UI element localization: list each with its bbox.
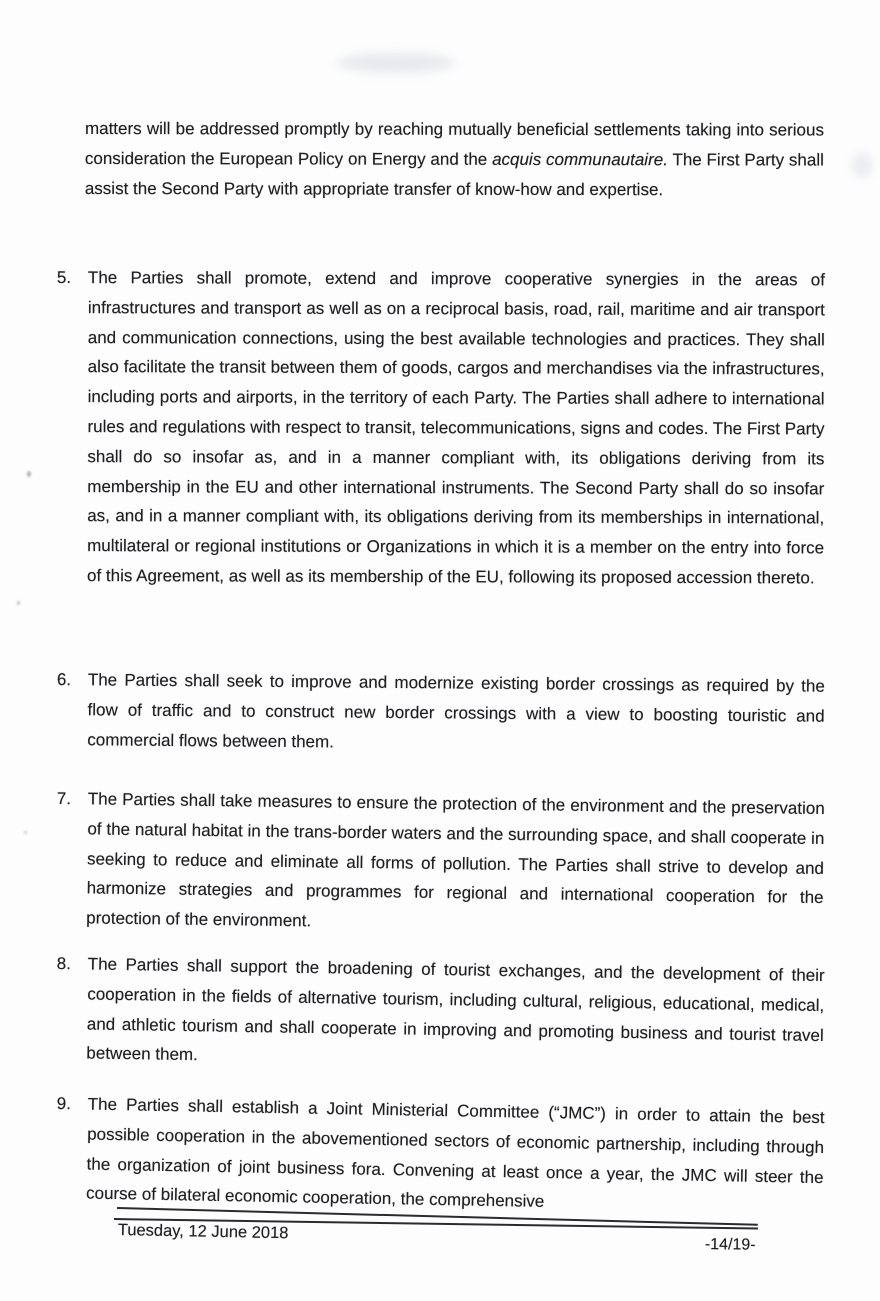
paragraph-8 (55, 949, 825, 1080)
paragraph-number: 7. (56, 788, 72, 809)
scan-speck (17, 601, 20, 605)
paragraph-number: 8. (56, 953, 72, 974)
intro-italic-phrase: acquis communautaire. (492, 149, 668, 170)
paragraph-text: The Parties shall take measures to ensure the protection of the environment and the preservation of the natural habitat in the trans-border waters and the surrounding space, and shall cooperate in seeking to reduce and eliminate all forms of pollution. The Parties shall strive to develop and harmonize strategies and programmes for regional and international cooperation for the protection of the environment. (86, 789, 825, 931)
paragraph-text: The Parties shall seek to improve and modernize existing border crossings as required by the flow of traffic and to construct new border crossings with a view to boosting touristic and commercial flows between them. (87, 670, 825, 752)
intro-text-before: matters will be addressed promptly by reaching mutually beneficial settlements taking into serious consideration the European Policy on Energy and the (84, 118, 824, 169)
paragraph-5 (56, 263, 825, 593)
paragraph-text: The Parties shall support the broadening of tourist exchanges, and the development of their cooperation in the fields of alternative tourism, including cultural, religious, educational, medical, and athletic tourism and shall cooperate in improving and promoting business and tourist travel between them. (86, 954, 825, 1065)
scan-speck (24, 831, 27, 834)
intro-text-after: The First Party shall assist the Second Party with appropriate transfer of know-how and expertise. (84, 150, 824, 199)
paragraph-number: 5. (56, 267, 72, 288)
footer-page-number: -14/19- (704, 1236, 756, 1254)
scan-smudge-right (851, 152, 873, 178)
paragraph-text: The Parties shall establish a Joint Ministerial Committee (“JMC”) in order to attain the best possible cooperation in the abovementioned sectors of economic partnership, including through the organization of joint business fora. Convening at least once a year, the JMC will steer the course of bilateral economic cooperation, the comprehensive (85, 1094, 825, 1212)
scan-smudge-top (337, 53, 455, 73)
scan-speck (27, 471, 31, 477)
paragraph-number: 9. (56, 1093, 72, 1114)
paragraph-7 (55, 784, 825, 943)
paragraph-text: The Parties shall promote, extend and improve cooperative synergies in the areas of infrastructures and transport as well as on a reciprocal basis, road, rail, maritime and air transport and communication connections, using the best available technologies and practices. They shall also facilitate the transit between them of goods, cargos and merchandises via the infrastructures, including ports and airports, in the territory of each Party. The Parties shall adhere to international rules and regulations with respect to transit, telecommunications, signs and codes. The First Party shall do so insofar as, and in a manner compliant with, its obligations deriving from its membership in the EU and other international instruments. The Second Party shall do so insofar as, and in a manner compliant with, its obligations deriving from its memberships in international, multilateral or regional institutions or Organizations in which it is a member on the entry into force of this Agreement, as well as its membership of the EU, following its proposed accession thereto. (86, 268, 825, 588)
paragraph-6 (56, 665, 825, 761)
paragraph-number: 6. (56, 669, 72, 690)
paragraph-9 (55, 1089, 825, 1222)
footer-date: Tuesday, 12 June 2018 (117, 1221, 289, 1243)
intro-paragraph (85, 114, 824, 205)
